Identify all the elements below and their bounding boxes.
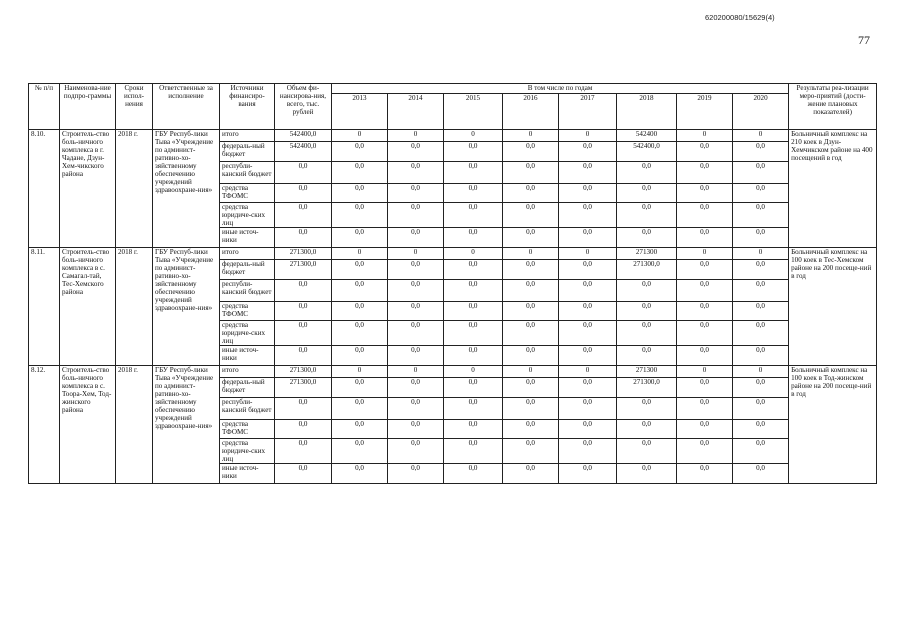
subprogram-name: Строитель-ство боль-ничного комплекса в г. Чадане, Дзун-Хем-чикского района: [60, 130, 116, 248]
year-value: 0: [332, 366, 388, 378]
year-value: 0,0: [332, 302, 388, 321]
year-value: 0,0: [559, 378, 617, 398]
document-code: 620200080/15629(4): [705, 13, 775, 22]
year-value: 0: [677, 130, 733, 142]
year-value: 0,0: [733, 280, 789, 302]
funding-total: 0,0: [275, 398, 332, 420]
header-year-2013: 2013: [332, 94, 388, 130]
funding-source: итого: [220, 248, 275, 260]
year-value: 0,0: [503, 302, 559, 321]
subprogram-name: Строитель-ство боль-ничного комплекса в с. Самагал-тай, Тес-Хемского района: [60, 248, 116, 366]
table-body: [29, 130, 877, 484]
year-value: 0,0: [503, 346, 559, 366]
header-volume: Объем фи-нансирова-ния, всего, тыс. рублей: [275, 84, 332, 130]
year-value: 0,0: [733, 420, 789, 439]
funding-total: 0,0: [275, 464, 332, 484]
year-value: 0,0: [677, 184, 733, 203]
funding-total: 271300,0: [275, 260, 332, 280]
year-value: 271300,0: [617, 260, 677, 280]
year-value: 0,0: [388, 203, 444, 228]
header-num: № п/п: [29, 84, 60, 130]
year-value: 0: [733, 248, 789, 260]
funding-source: иные источ-ники: [220, 464, 275, 484]
year-value: 0,0: [388, 184, 444, 203]
result-description: Больничный комплекс на 210 коек в Дзун-Хемчикском районе на 400 посещений в год: [789, 130, 877, 248]
year-value: 0,0: [332, 398, 388, 420]
year-value: 0,0: [677, 321, 733, 346]
responsible-org: ГБУ Респуб-лики Тыва «Учреждение по админист-ративно-хо-зяйственному обеспечению учреждений здравоохране-ния»: [153, 130, 220, 248]
funding-source: иные источ-ники: [220, 346, 275, 366]
year-value: 271300,0: [617, 378, 677, 398]
year-value: 0,0: [559, 260, 617, 280]
funding-table: [28, 83, 877, 484]
year-value: 0,0: [677, 162, 733, 184]
year-value: 0,0: [503, 142, 559, 162]
year-value: 0,0: [444, 142, 503, 162]
deadline: 2018 г.: [116, 248, 153, 366]
funding-total: 542400,0: [275, 142, 332, 162]
funding-total: 0,0: [275, 439, 332, 464]
year-value: 0,0: [617, 420, 677, 439]
year-value: 0: [503, 366, 559, 378]
funding-source: республи-канский бюджет: [220, 162, 275, 184]
year-value: 0: [388, 366, 444, 378]
funding-source: средства ТФОМС: [220, 420, 275, 439]
year-value: 0,0: [444, 420, 503, 439]
header-responsible: Ответственные за исполнение: [153, 84, 220, 130]
year-value: 0,0: [677, 228, 733, 248]
year-value: 0,0: [677, 398, 733, 420]
year-value: 0,0: [503, 184, 559, 203]
year-value: 0,0: [559, 346, 617, 366]
funding-source: средства юридиче-ских лиц: [220, 439, 275, 464]
funding-source: федераль-ный бюджет: [220, 260, 275, 280]
year-value: 0,0: [677, 280, 733, 302]
year-value: 0,0: [733, 378, 789, 398]
header-year-2019: 2019: [677, 94, 733, 130]
responsible-org: ГБУ Респуб-лики Тыва «Учреждение по админист-ративно-хо-зяйственному обеспечению учреждений здравоохране-ния»: [153, 366, 220, 484]
year-value: 0: [332, 248, 388, 260]
year-value: 0,0: [444, 302, 503, 321]
table-row: [29, 366, 877, 378]
year-value: 0: [733, 130, 789, 142]
year-value: 0,0: [444, 464, 503, 484]
year-value: 0: [677, 248, 733, 260]
year-value: 0,0: [677, 203, 733, 228]
year-value: 0: [332, 130, 388, 142]
funding-total: 0,0: [275, 228, 332, 248]
year-value: 0,0: [503, 378, 559, 398]
year-value: 0,0: [559, 203, 617, 228]
year-value: 0,0: [617, 162, 677, 184]
year-value: 0,0: [733, 439, 789, 464]
year-value: 0,0: [733, 162, 789, 184]
year-value: 0,0: [503, 162, 559, 184]
year-value: 0: [559, 130, 617, 142]
year-value: 0,0: [617, 184, 677, 203]
deadline: 2018 г.: [116, 366, 153, 484]
year-value: 0,0: [559, 321, 617, 346]
header-year-2018: 2018: [617, 94, 677, 130]
year-value: 271300: [617, 248, 677, 260]
table-row: [29, 130, 877, 142]
year-value: 0,0: [444, 346, 503, 366]
year-value: 0,0: [332, 464, 388, 484]
year-value: 0,0: [733, 321, 789, 346]
year-value: 0,0: [444, 228, 503, 248]
year-value: 0,0: [503, 464, 559, 484]
funding-total: 0,0: [275, 420, 332, 439]
year-value: 0: [677, 366, 733, 378]
funding-source: федераль-ный бюджет: [220, 142, 275, 162]
year-value: 0,0: [444, 398, 503, 420]
funding-source: иные источ-ники: [220, 228, 275, 248]
year-value: 0,0: [332, 184, 388, 203]
header-results: Результаты реа-лизации меро-приятий (дости-жение плановых показателей): [789, 84, 877, 130]
funding-total: 271300,0: [275, 366, 332, 378]
funding-source: республи-канский бюджет: [220, 398, 275, 420]
year-value: 0,0: [444, 203, 503, 228]
header-year-2015: 2015: [444, 94, 503, 130]
year-value: 0,0: [733, 398, 789, 420]
year-value: 0,0: [388, 378, 444, 398]
year-value: 0,0: [559, 398, 617, 420]
year-value: 0,0: [677, 378, 733, 398]
funding-total: 271300,0: [275, 248, 332, 260]
year-value: 0,0: [677, 142, 733, 162]
header-sources: Источники финансиро-вания: [220, 84, 275, 130]
result-description: Больничный комплекс на 100 коек в Тод-жинском районе на 200 посеще-ний в год: [789, 366, 877, 484]
year-value: 0,0: [617, 302, 677, 321]
year-value: 0,0: [617, 398, 677, 420]
year-value: 0,0: [617, 464, 677, 484]
year-value: 0,0: [559, 184, 617, 203]
year-value: 0: [503, 130, 559, 142]
header-year-2014: 2014: [388, 94, 444, 130]
year-value: 0,0: [388, 398, 444, 420]
funding-source: средства ТФОМС: [220, 184, 275, 203]
year-value: 0,0: [503, 280, 559, 302]
year-value: 0,0: [332, 321, 388, 346]
year-value: 0,0: [444, 184, 503, 203]
year-value: 0,0: [332, 142, 388, 162]
year-value: 0,0: [444, 378, 503, 398]
year-value: 0,0: [733, 346, 789, 366]
year-value: 0,0: [733, 184, 789, 203]
year-value: 0,0: [677, 260, 733, 280]
header-name: Наименова-ние подпро-граммы: [60, 84, 116, 130]
deadline: 2018 г.: [116, 130, 153, 248]
year-value: 0,0: [503, 260, 559, 280]
year-value: 0,0: [444, 260, 503, 280]
header-years-group: В том числе по годам: [332, 84, 789, 94]
responsible-org: ГБУ Респуб-лики Тыва «Учреждение по админист-ративно-хо-зяйственному обеспечению учреждений здравоохране-ния»: [153, 248, 220, 366]
year-value: 0,0: [733, 203, 789, 228]
year-value: 542400: [617, 130, 677, 142]
year-value: 0,0: [677, 302, 733, 321]
funding-source: средства ТФОМС: [220, 302, 275, 321]
year-value: 0,0: [388, 162, 444, 184]
year-value: 0: [733, 366, 789, 378]
year-value: 0,0: [733, 142, 789, 162]
year-value: 0,0: [617, 346, 677, 366]
year-value: 0,0: [388, 464, 444, 484]
year-value: 0: [388, 130, 444, 142]
year-value: 0,0: [388, 346, 444, 366]
year-value: 0,0: [444, 439, 503, 464]
year-value: 0,0: [388, 142, 444, 162]
year-value: 0,0: [559, 228, 617, 248]
row-number: 8.11.: [29, 248, 60, 366]
year-value: 0,0: [617, 280, 677, 302]
funding-total: 0,0: [275, 184, 332, 203]
year-value: 0,0: [332, 260, 388, 280]
year-value: 0: [559, 248, 617, 260]
funding-source: федераль-ный бюджет: [220, 378, 275, 398]
year-value: 0,0: [332, 439, 388, 464]
year-value: 0,0: [617, 321, 677, 346]
year-value: 542400,0: [617, 142, 677, 162]
year-value: 0,0: [559, 420, 617, 439]
year-value: 0,0: [444, 162, 503, 184]
funding-total: 0,0: [275, 162, 332, 184]
funding-total: 0,0: [275, 203, 332, 228]
year-value: 0,0: [617, 203, 677, 228]
header-year-2020: 2020: [733, 94, 789, 130]
year-value: 0,0: [677, 439, 733, 464]
year-value: 0,0: [332, 203, 388, 228]
year-value: 271300: [617, 366, 677, 378]
year-value: 0,0: [388, 321, 444, 346]
year-value: 0,0: [503, 228, 559, 248]
year-value: 0: [444, 248, 503, 260]
year-value: 0,0: [677, 464, 733, 484]
year-value: 0,0: [677, 420, 733, 439]
year-value: 0,0: [332, 228, 388, 248]
table-row: [29, 248, 877, 260]
year-value: 0,0: [503, 420, 559, 439]
year-value: 0,0: [617, 228, 677, 248]
year-value: 0,0: [559, 162, 617, 184]
year-value: 0,0: [677, 346, 733, 366]
year-value: 0: [444, 130, 503, 142]
funding-total: 0,0: [275, 346, 332, 366]
year-value: 0,0: [503, 439, 559, 464]
funding-source: средства юридиче-ских лиц: [220, 203, 275, 228]
funding-total: 542400,0: [275, 130, 332, 142]
year-value: 0,0: [733, 228, 789, 248]
year-value: 0,0: [388, 280, 444, 302]
year-value: 0,0: [503, 398, 559, 420]
year-value: 0,0: [733, 464, 789, 484]
page-number: 77: [858, 33, 870, 47]
table-header: [29, 84, 877, 130]
funding-source: итого: [220, 130, 275, 142]
year-value: 0,0: [733, 260, 789, 280]
year-value: 0,0: [733, 302, 789, 321]
result-description: Больничный комплекс на 100 коек в Тес-Хемском районе на 200 посеще-ний в год: [789, 248, 877, 366]
year-value: 0: [444, 366, 503, 378]
year-value: 0,0: [388, 228, 444, 248]
funding-total: 271300,0: [275, 378, 332, 398]
funding-source: итого: [220, 366, 275, 378]
header-year-2017: 2017: [559, 94, 617, 130]
year-value: 0,0: [559, 439, 617, 464]
funding-source: средства юридиче-ских лиц: [220, 321, 275, 346]
year-value: 0,0: [503, 203, 559, 228]
year-value: 0,0: [332, 420, 388, 439]
year-value: 0,0: [444, 321, 503, 346]
year-value: 0: [559, 366, 617, 378]
year-value: 0,0: [388, 260, 444, 280]
row-number: 8.10.: [29, 130, 60, 248]
year-value: 0,0: [332, 346, 388, 366]
funding-source: республи-канский бюджет: [220, 280, 275, 302]
funding-total: 0,0: [275, 302, 332, 321]
year-value: 0: [388, 248, 444, 260]
year-value: 0,0: [388, 302, 444, 321]
funding-total: 0,0: [275, 321, 332, 346]
header-deadline: Сроки испол-нения: [116, 84, 153, 130]
year-value: 0,0: [444, 280, 503, 302]
year-value: 0,0: [559, 280, 617, 302]
year-value: 0,0: [388, 420, 444, 439]
year-value: 0,0: [332, 162, 388, 184]
year-value: 0,0: [332, 378, 388, 398]
year-value: 0,0: [559, 302, 617, 321]
year-value: 0: [503, 248, 559, 260]
header-year-2016: 2016: [503, 94, 559, 130]
funding-total: 0,0: [275, 280, 332, 302]
year-value: 0,0: [559, 464, 617, 484]
year-value: 0,0: [388, 439, 444, 464]
subprogram-name: Строитель-ство боль-ничного комплекса в с. Тоора-Хем, Тод-жинского района: [60, 366, 116, 484]
year-value: 0,0: [332, 280, 388, 302]
year-value: 0,0: [617, 439, 677, 464]
row-number: 8.12.: [29, 366, 60, 484]
year-value: 0,0: [559, 142, 617, 162]
year-value: 0,0: [503, 321, 559, 346]
